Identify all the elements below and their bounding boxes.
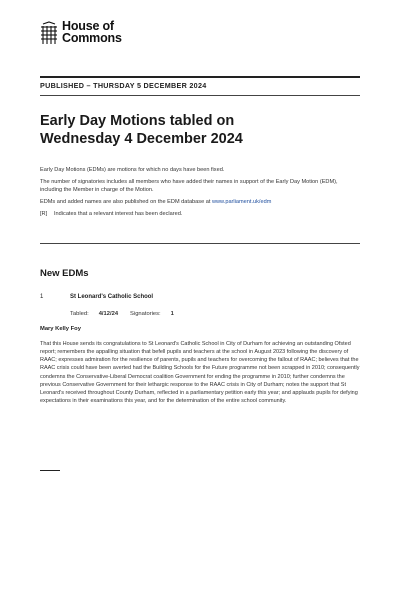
logo-wordmark [62,20,122,44]
edm-title: St Leonard's Catholic School [70,294,154,300]
edm-heading [40,294,153,300]
section-rule [40,243,360,244]
tabled-value: 4/12/24 [98,311,119,317]
section-title: New EDMs [40,268,89,279]
edm-motion-text: That this House sends its congratulations to St Leonard's Catholic School in City of Durham for achieving an outstanding Ofsted report; remembers the appalling situation that befell pupils and teachers at the school in August 2023 following the discovery of RAAC; expresses admiration for the resilience of parents, pupils and teachers for overcoming the fallout of RAAC; believes that the RAAC crisis could have been averted had the Building Schools for the Future programme not been scrapped in 2010; consequently condemns the Conservative-Liberal Democrat coalition Government for ending the programme in 2010; further condemns the previous Conservative Government for their lethargic response to the RAAC crisis in City of Durham; notes the support that St Leonard's received throughout County Durham, reflected in a parliamentary petition early this year; and applauds pupils for defying expectations in their examinations this year, and for the determination of the entire school community. [40,341,360,405]
edm-number: 1 [40,294,44,300]
end-rule [40,470,60,471]
intro-paragraph-3-text: EDMs and added names are also published on the EDM database at [40,199,212,205]
title-line-2: Wednesday 4 December 2024 [40,131,243,147]
portcullis-icon [40,21,58,45]
intro-paragraph-1: Early Day Motions (EDMs) are motions for which no days have been fixed. [40,167,225,173]
page-title [40,112,360,148]
house-of-commons-logo [40,20,122,45]
signatories-label: Signatories: [130,311,161,317]
header-rule [40,95,360,96]
note-mark: [R] [40,211,48,217]
logo-line-1: House of [62,19,114,33]
published-date: PUBLISHED – THURSDAY 5 DECEMBER 2024 [40,81,207,90]
note-text: Indicates that a relevant interest has been declared. [54,211,183,217]
edm-meta [70,311,186,317]
intro-paragraph-3 [40,198,360,206]
tabled-label: Tabled: [70,311,89,317]
title-line-1: Early Day Motions tabled on [40,113,235,129]
signatories-value: 1 [170,311,174,317]
logo-line-2: Commons [62,31,122,45]
top-rule [40,76,360,78]
intro-paragraph-2: The number of signatories includes all members who have added their names in support of the Early Day Motion (EDM), including the Member in charge of the Motion. [40,179,338,193]
relevant-interest-note [40,210,360,218]
intro-block [40,166,360,222]
edm-mover: Mary Kelly Foy [40,326,81,332]
edm-database-link[interactable]: www.parliament.uk/edm [211,199,272,205]
